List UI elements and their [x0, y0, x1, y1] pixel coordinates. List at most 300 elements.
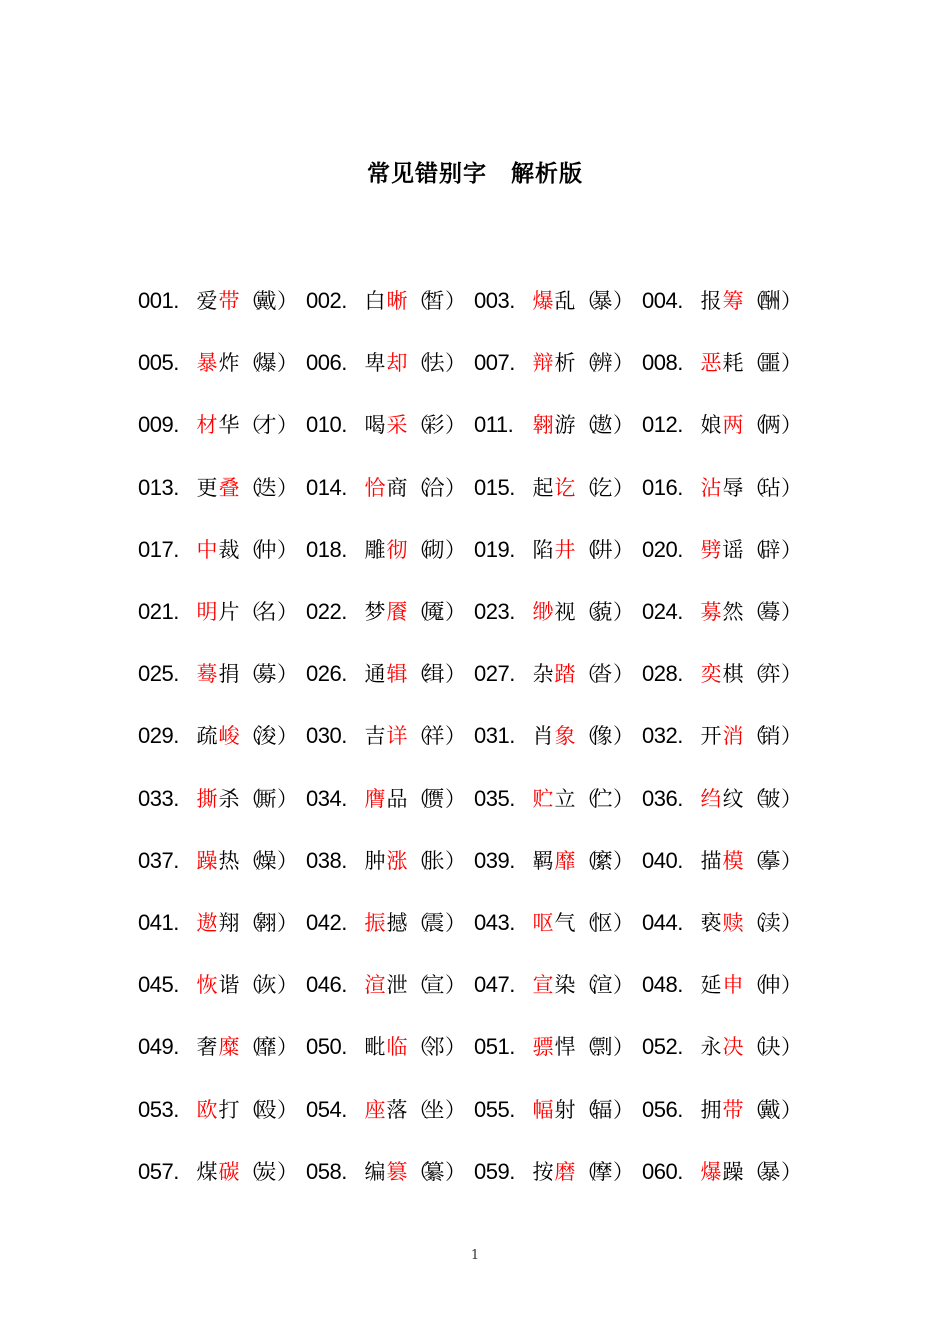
open-paren: （ — [744, 600, 765, 625]
correct-character: 洽 — [423, 475, 445, 500]
word-character: 射 — [554, 1097, 576, 1122]
wrong-character: 贮 — [532, 786, 554, 811]
close-paren: ） — [277, 289, 298, 314]
wrong-character: 奕 — [700, 662, 722, 687]
entry-number: 001. — [138, 288, 179, 314]
wrong-character: 糜 — [218, 1035, 240, 1060]
correct-character: 伸 — [759, 973, 781, 998]
list-item — [474, 1152, 642, 1192]
list-item — [138, 530, 306, 570]
close-paren: ） — [445, 537, 466, 562]
list-item — [474, 281, 642, 321]
entry-row — [138, 457, 818, 519]
correct-character: 蓦 — [759, 600, 781, 625]
list-item — [306, 903, 474, 943]
list-item — [642, 716, 810, 756]
entry-number: 021. — [138, 599, 179, 625]
wrong-character: 井 — [554, 537, 576, 562]
wrong-character: 欧 — [196, 1097, 218, 1122]
entry-number: 038. — [306, 847, 347, 873]
open-paren: （ — [240, 351, 261, 376]
word-character: 炸 — [218, 351, 240, 376]
open-paren: （ — [576, 413, 597, 438]
close-paren: ） — [277, 848, 298, 873]
word-character: 纹 — [722, 786, 744, 811]
open-paren: （ — [576, 1159, 597, 1184]
close-paren: ） — [445, 786, 466, 811]
page-title: 常见错别字 解析版 — [367, 161, 583, 187]
word-character: 毗 — [364, 1035, 386, 1060]
close-paren: ） — [613, 413, 634, 438]
close-paren: ） — [613, 1159, 634, 1184]
word-character: 拥 — [700, 1097, 722, 1122]
wrong-character: 劈 — [700, 537, 722, 562]
wrong-character: 两 — [722, 413, 744, 438]
close-paren: ） — [277, 910, 298, 935]
open-paren: （ — [240, 1097, 261, 1122]
word-character: 耗 — [722, 351, 744, 376]
entry-number: 052. — [642, 1034, 683, 1060]
wrong-character: 赎 — [722, 910, 744, 935]
entry-number: 037. — [138, 847, 179, 873]
word-character: 亵 — [700, 910, 722, 935]
list-item — [474, 1027, 642, 1067]
correct-character: 迭 — [255, 475, 277, 500]
list-item — [474, 841, 642, 881]
open-paren: （ — [408, 1097, 429, 1122]
entry-number: 054. — [306, 1096, 347, 1122]
word-character: 商 — [386, 475, 408, 500]
close-paren: ） — [781, 475, 802, 500]
list-item — [306, 530, 474, 570]
open-paren: （ — [240, 475, 261, 500]
correct-character: 阱 — [591, 537, 613, 562]
word-character: 视 — [554, 600, 576, 625]
entry-number: 046. — [306, 972, 347, 998]
entry-number: 005. — [138, 350, 179, 376]
wrong-character: 峻 — [218, 724, 240, 749]
wrong-character: 筹 — [722, 289, 744, 314]
list-item — [474, 716, 642, 756]
open-paren: （ — [744, 910, 765, 935]
wrong-character: 详 — [386, 724, 408, 749]
correct-character: 仲 — [255, 537, 277, 562]
close-paren: ） — [277, 475, 298, 500]
open-paren: （ — [240, 537, 261, 562]
entry-number: 010. — [306, 412, 347, 438]
close-paren: ） — [277, 786, 298, 811]
close-paren: ） — [613, 289, 634, 314]
open-paren: （ — [744, 973, 765, 998]
correct-character: 胀 — [423, 848, 445, 873]
word-character: 报 — [700, 289, 722, 314]
open-paren: （ — [744, 1035, 765, 1060]
word-character: 肿 — [364, 848, 386, 873]
correct-character: 赝 — [423, 786, 445, 811]
open-paren: （ — [240, 786, 261, 811]
wrong-character: 恰 — [364, 475, 386, 500]
correct-character: 伫 — [591, 786, 613, 811]
entry-number: 029. — [138, 723, 179, 749]
correct-character: 噩 — [759, 351, 781, 376]
open-paren: （ — [408, 1159, 429, 1184]
word-character: 陷 — [532, 537, 554, 562]
open-paren: （ — [576, 973, 597, 998]
open-paren: （ — [408, 413, 429, 438]
close-paren: ） — [445, 289, 466, 314]
close-paren: ） — [613, 475, 634, 500]
open-paren: （ — [240, 910, 261, 935]
correct-character: 暴 — [591, 289, 613, 314]
wrong-character: 缈 — [532, 600, 554, 625]
correct-character: 诀 — [759, 1035, 781, 1060]
entry-number: 041. — [138, 909, 179, 935]
entry-number: 013. — [138, 474, 179, 500]
entry-number: 039. — [474, 847, 515, 873]
list-item — [642, 468, 810, 508]
word-character: 延 — [700, 973, 722, 998]
correct-character: 震 — [423, 910, 445, 935]
close-paren: ） — [445, 351, 466, 376]
entry-number: 030. — [306, 723, 347, 749]
entry-number: 020. — [642, 536, 683, 562]
entry-number: 047. — [474, 972, 515, 998]
wrong-character: 决 — [722, 1035, 744, 1060]
entry-number: 032. — [642, 723, 683, 749]
wrong-character: 爆 — [700, 1159, 722, 1184]
list-item — [138, 903, 306, 943]
list-item — [642, 592, 810, 632]
word-character: 永 — [700, 1035, 722, 1060]
close-paren: ） — [781, 1035, 802, 1060]
entry-number: 036. — [642, 785, 683, 811]
open-paren: （ — [744, 413, 765, 438]
open-paren: （ — [408, 1035, 429, 1060]
correct-character: 辐 — [591, 1097, 613, 1122]
entry-number: 045. — [138, 972, 179, 998]
open-paren: （ — [408, 910, 429, 935]
open-paren: （ — [240, 724, 261, 749]
word-character: 吉 — [364, 724, 386, 749]
correct-character: 燥 — [255, 848, 277, 873]
correct-character: 宣 — [423, 973, 445, 998]
wrong-character: 磨 — [554, 1159, 576, 1184]
wrong-character: 餍 — [386, 600, 408, 625]
wrong-character: 绉 — [700, 786, 722, 811]
entry-number: 053. — [138, 1096, 179, 1122]
entry-row — [138, 954, 818, 1016]
list-item — [474, 654, 642, 694]
entry-row — [138, 768, 818, 830]
word-character: 白 — [364, 289, 386, 314]
page-number: 1 — [470, 1248, 480, 1263]
correct-character: 皱 — [759, 786, 781, 811]
correct-character: 渎 — [759, 910, 781, 935]
word-character: 杀 — [218, 786, 240, 811]
close-paren: ） — [613, 786, 634, 811]
wrong-character: 恶 — [700, 351, 722, 376]
open-paren: （ — [744, 1159, 765, 1184]
open-paren: （ — [576, 724, 597, 749]
list-item — [306, 654, 474, 694]
close-paren: ） — [781, 724, 802, 749]
list-item — [474, 965, 642, 1005]
correct-character: 缉 — [423, 662, 445, 687]
close-paren: ） — [445, 1159, 466, 1184]
entry-number: 025. — [138, 661, 179, 687]
wrong-character: 呕 — [532, 910, 554, 935]
word-character: 泄 — [386, 973, 408, 998]
close-paren: ） — [277, 413, 298, 438]
word-character: 梦 — [364, 600, 386, 625]
list-item — [138, 281, 306, 321]
list-item — [642, 654, 810, 694]
open-paren: （ — [744, 662, 765, 687]
close-paren: ） — [277, 724, 298, 749]
entry-row — [138, 643, 818, 705]
entry-number: 056. — [642, 1096, 683, 1122]
wrong-character: 募 — [700, 600, 722, 625]
list-item — [474, 779, 642, 819]
word-character: 气 — [554, 910, 576, 935]
close-paren: ） — [781, 662, 802, 687]
entry-number: 055. — [474, 1096, 515, 1122]
entry-number: 034. — [306, 785, 347, 811]
entry-number: 050. — [306, 1034, 347, 1060]
list-item — [138, 405, 306, 445]
list-item — [138, 841, 306, 881]
wrong-character: 辩 — [532, 351, 554, 376]
list-item — [642, 903, 810, 943]
close-paren: ） — [445, 600, 466, 625]
list-item — [138, 468, 306, 508]
close-paren: ） — [613, 600, 634, 625]
entry-row — [138, 1016, 818, 1078]
wrong-character: 明 — [196, 600, 218, 625]
list-item — [306, 281, 474, 321]
open-paren: （ — [240, 289, 261, 314]
open-paren: （ — [240, 600, 261, 625]
wrong-character: 恢 — [196, 973, 218, 998]
list-item — [138, 654, 306, 694]
correct-character: 爆 — [255, 351, 277, 376]
wrong-character: 却 — [386, 351, 408, 376]
word-character: 疏 — [196, 724, 218, 749]
open-paren: （ — [576, 848, 597, 873]
entry-row — [138, 519, 818, 581]
entry-number: 026. — [306, 661, 347, 687]
open-paren: （ — [408, 973, 429, 998]
word-character: 品 — [386, 786, 408, 811]
word-character: 羁 — [532, 848, 554, 873]
correct-character: 像 — [591, 724, 613, 749]
correct-character: 坐 — [423, 1097, 445, 1122]
list-item — [138, 592, 306, 632]
correct-character: 暴 — [759, 1159, 781, 1184]
close-paren: ） — [613, 351, 634, 376]
correct-character: 俩 — [759, 413, 781, 438]
wrong-character: 中 — [196, 537, 218, 562]
list-item — [138, 716, 306, 756]
close-paren: ） — [781, 600, 802, 625]
open-paren: （ — [744, 848, 765, 873]
word-character: 片 — [218, 600, 240, 625]
entry-list — [138, 270, 818, 1203]
correct-character: 沓 — [591, 662, 613, 687]
wrong-character: 采 — [386, 413, 408, 438]
close-paren: ） — [445, 475, 466, 500]
word-character: 乱 — [554, 289, 576, 314]
wrong-character: 座 — [364, 1097, 386, 1122]
wrong-character: 带 — [218, 289, 240, 314]
wrong-character: 带 — [722, 1097, 744, 1122]
list-item — [306, 468, 474, 508]
word-character: 打 — [218, 1097, 240, 1122]
close-paren: ） — [613, 973, 634, 998]
word-character: 撼 — [386, 910, 408, 935]
open-paren: （ — [576, 662, 597, 687]
list-item — [306, 405, 474, 445]
correct-character: 遨 — [591, 413, 613, 438]
entry-number: 003. — [474, 288, 515, 314]
correct-character: 縻 — [591, 848, 613, 873]
wrong-character: 临 — [386, 1035, 408, 1060]
open-paren: （ — [576, 786, 597, 811]
open-paren: （ — [744, 724, 765, 749]
wrong-character: 幅 — [532, 1097, 554, 1122]
open-paren: （ — [408, 351, 429, 376]
close-paren: ） — [277, 600, 298, 625]
entry-number: 058. — [306, 1158, 347, 1184]
open-paren: （ — [408, 848, 429, 873]
entry-row — [138, 332, 818, 394]
entry-number: 023. — [474, 599, 515, 625]
open-paren: （ — [408, 600, 429, 625]
correct-character: 辨 — [591, 351, 613, 376]
word-character: 析 — [554, 351, 576, 376]
open-paren: （ — [576, 289, 597, 314]
open-paren: （ — [240, 413, 261, 438]
open-paren: （ — [744, 289, 765, 314]
correct-character: 祥 — [423, 724, 445, 749]
entry-number: 044. — [642, 909, 683, 935]
wrong-character: 讫 — [554, 475, 576, 500]
correct-character: 浚 — [255, 724, 277, 749]
wrong-character: 模 — [722, 848, 744, 873]
entry-row — [138, 705, 818, 767]
list-item — [306, 716, 474, 756]
wrong-character: 暴 — [196, 351, 218, 376]
entry-number: 040. — [642, 847, 683, 873]
list-item — [474, 530, 642, 570]
close-paren: ） — [445, 910, 466, 935]
close-paren: ） — [613, 662, 634, 687]
entry-number: 007. — [474, 350, 515, 376]
entry-number: 022. — [306, 599, 347, 625]
open-paren: （ — [576, 600, 597, 625]
entry-number: 014. — [306, 474, 347, 500]
entry-number: 060. — [642, 1158, 683, 1184]
wrong-character: 踏 — [554, 662, 576, 687]
entry-number: 004. — [642, 288, 683, 314]
close-paren: ） — [613, 537, 634, 562]
list-item — [306, 965, 474, 1005]
wrong-character: 宣 — [532, 973, 554, 998]
list-item — [474, 592, 642, 632]
close-paren: ） — [781, 1097, 802, 1122]
correct-character: 酬 — [759, 289, 781, 314]
entry-number: 017. — [138, 536, 179, 562]
entry-number: 016. — [642, 474, 683, 500]
list-item — [306, 343, 474, 383]
entry-number: 035. — [474, 785, 515, 811]
word-character: 卑 — [364, 351, 386, 376]
open-paren: （ — [408, 724, 429, 749]
entry-number: 008. — [642, 350, 683, 376]
close-paren: ） — [445, 413, 466, 438]
wrong-character: 膺 — [364, 786, 386, 811]
correct-character: 邻 — [423, 1035, 445, 1060]
close-paren: ） — [277, 1035, 298, 1060]
entry-row — [138, 1078, 818, 1140]
close-paren: ） — [781, 848, 802, 873]
close-paren: ） — [781, 973, 802, 998]
word-character: 爱 — [196, 289, 218, 314]
wrong-character: 撕 — [196, 786, 218, 811]
wrong-character: 躁 — [196, 848, 218, 873]
word-character: 悍 — [554, 1035, 576, 1060]
entry-number: 031. — [474, 723, 515, 749]
list-item — [642, 281, 810, 321]
close-paren: ） — [277, 662, 298, 687]
correct-character: 讫 — [591, 475, 613, 500]
close-paren: ） — [781, 351, 802, 376]
list-item — [642, 779, 810, 819]
correct-character: 皙 — [423, 289, 445, 314]
open-paren: （ — [576, 1035, 597, 1060]
word-character: 奢 — [196, 1035, 218, 1060]
entry-number: 015. — [474, 474, 515, 500]
wrong-character: 消 — [722, 724, 744, 749]
word-character: 然 — [722, 600, 744, 625]
wrong-character: 象 — [554, 724, 576, 749]
list-item — [138, 1090, 306, 1130]
word-character: 喝 — [364, 413, 386, 438]
wrong-character: 篡 — [386, 1159, 408, 1184]
open-paren: （ — [408, 786, 429, 811]
wrong-character: 爆 — [532, 289, 554, 314]
open-paren: （ — [408, 537, 429, 562]
correct-character: 彩 — [423, 413, 445, 438]
list-item — [306, 592, 474, 632]
entry-number: 043. — [474, 909, 515, 935]
correct-character: 渲 — [591, 973, 613, 998]
wrong-character: 涨 — [386, 848, 408, 873]
list-item — [138, 343, 306, 383]
word-character: 捐 — [218, 662, 240, 687]
word-character: 开 — [700, 724, 722, 749]
close-paren: ） — [277, 1097, 298, 1122]
entry-number: 027. — [474, 661, 515, 687]
word-character: 通 — [364, 662, 386, 687]
wrong-character: 晰 — [386, 289, 408, 314]
correct-character: 玷 — [759, 475, 781, 500]
close-paren: ） — [613, 1035, 634, 1060]
open-paren: （ — [576, 475, 597, 500]
word-character: 谣 — [722, 537, 744, 562]
open-paren: （ — [240, 662, 261, 687]
wrong-character: 渲 — [364, 973, 386, 998]
